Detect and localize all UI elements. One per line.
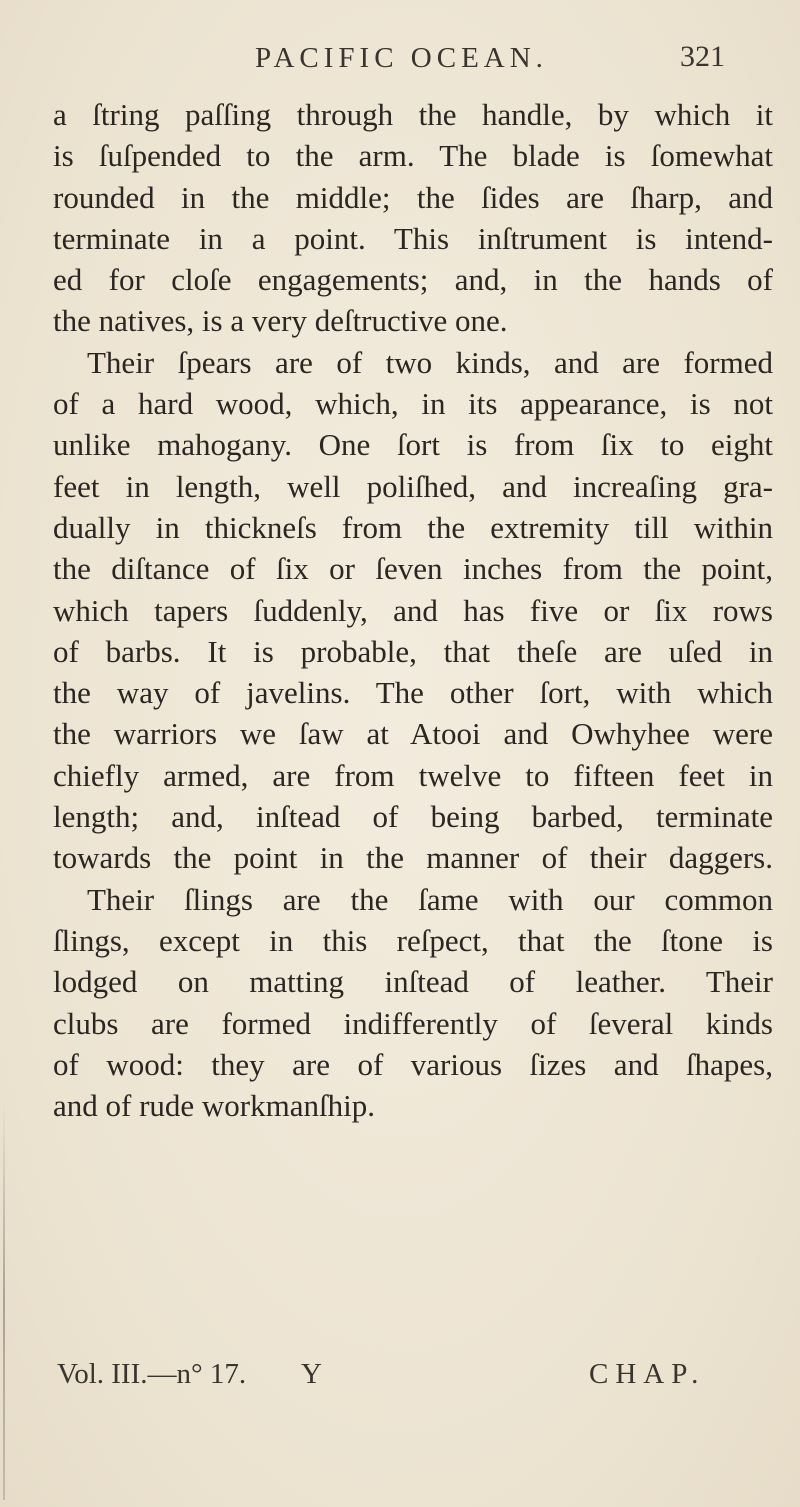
- volume-signature: Vol. III.—n° 17.: [57, 1358, 247, 1390]
- text-line: Their ſpears are of two kinds, and are formed: [87, 344, 773, 380]
- text-line: length; and, inſtead of being barbed, terminate: [53, 799, 773, 835]
- text-line: towards the point in the manner of their daggers.: [53, 840, 773, 876]
- text-line: the warriors we ſaw at Atooi and Owhyhee were: [53, 716, 773, 752]
- text-line: of barbs. It is probable, that theſe are uſed in: [53, 633, 773, 669]
- text-line: and of rude workmanſhip.: [53, 1088, 375, 1124]
- text-line: the natives, is a very deſtructive one.: [53, 303, 508, 339]
- text-line: chiefly armed, are from twelve to fifteen feet in: [53, 757, 773, 793]
- body-text: [53, 94, 773, 1126]
- text-line: ſlings, except in this reſpect, that the ſtone is: [53, 922, 773, 958]
- page-number: 321: [680, 40, 725, 73]
- text-line: of a hard wood, which, in its appearance, is not: [53, 386, 773, 422]
- text-line: unlike mahogany. One ſort is from ſix to eight: [53, 427, 773, 463]
- catchword: CHAP.: [589, 1358, 706, 1390]
- text-line: Their ſlings are the ſame with our common: [87, 881, 773, 917]
- page-footer: [57, 1358, 757, 1398]
- text-line: rounded in the middle; the ſides are ſharp, and: [53, 179, 773, 215]
- text-line: of wood: they are of various ſizes and ſhapes,: [53, 1046, 773, 1082]
- page-edge-shadow: [3, 1100, 5, 1500]
- text-line: the way of javelins. The other ſort, with which: [53, 675, 773, 711]
- running-head: PACIFIC OCEAN.: [255, 42, 548, 74]
- text-line: is ſuſpended to the arm. The blade is ſomewhat: [53, 138, 773, 174]
- text-line: terminate in a point. This inſtrument is intend-: [53, 220, 773, 256]
- signature-mark: Y: [301, 1358, 322, 1390]
- text-line: clubs are formed indifferently of ſeveral kinds: [53, 1005, 773, 1041]
- text-line: lodged on matting inſtead of leather. Their: [53, 964, 773, 1000]
- text-line: a ſtring paſſing through the handle, by which it: [53, 97, 773, 132]
- text-line: feet in length, well poliſhed, and increaſing gra-: [53, 468, 773, 504]
- text-line: which tapers ſuddenly, and has five or ſix rows: [53, 592, 773, 628]
- text-line: ed for cloſe engagements; and, in the hands of: [53, 262, 773, 298]
- text-line: dually in thickneſs from the extremity till within: [53, 509, 773, 545]
- text-line: the diſtance of ſix or ſeven inches from the point,: [53, 551, 773, 587]
